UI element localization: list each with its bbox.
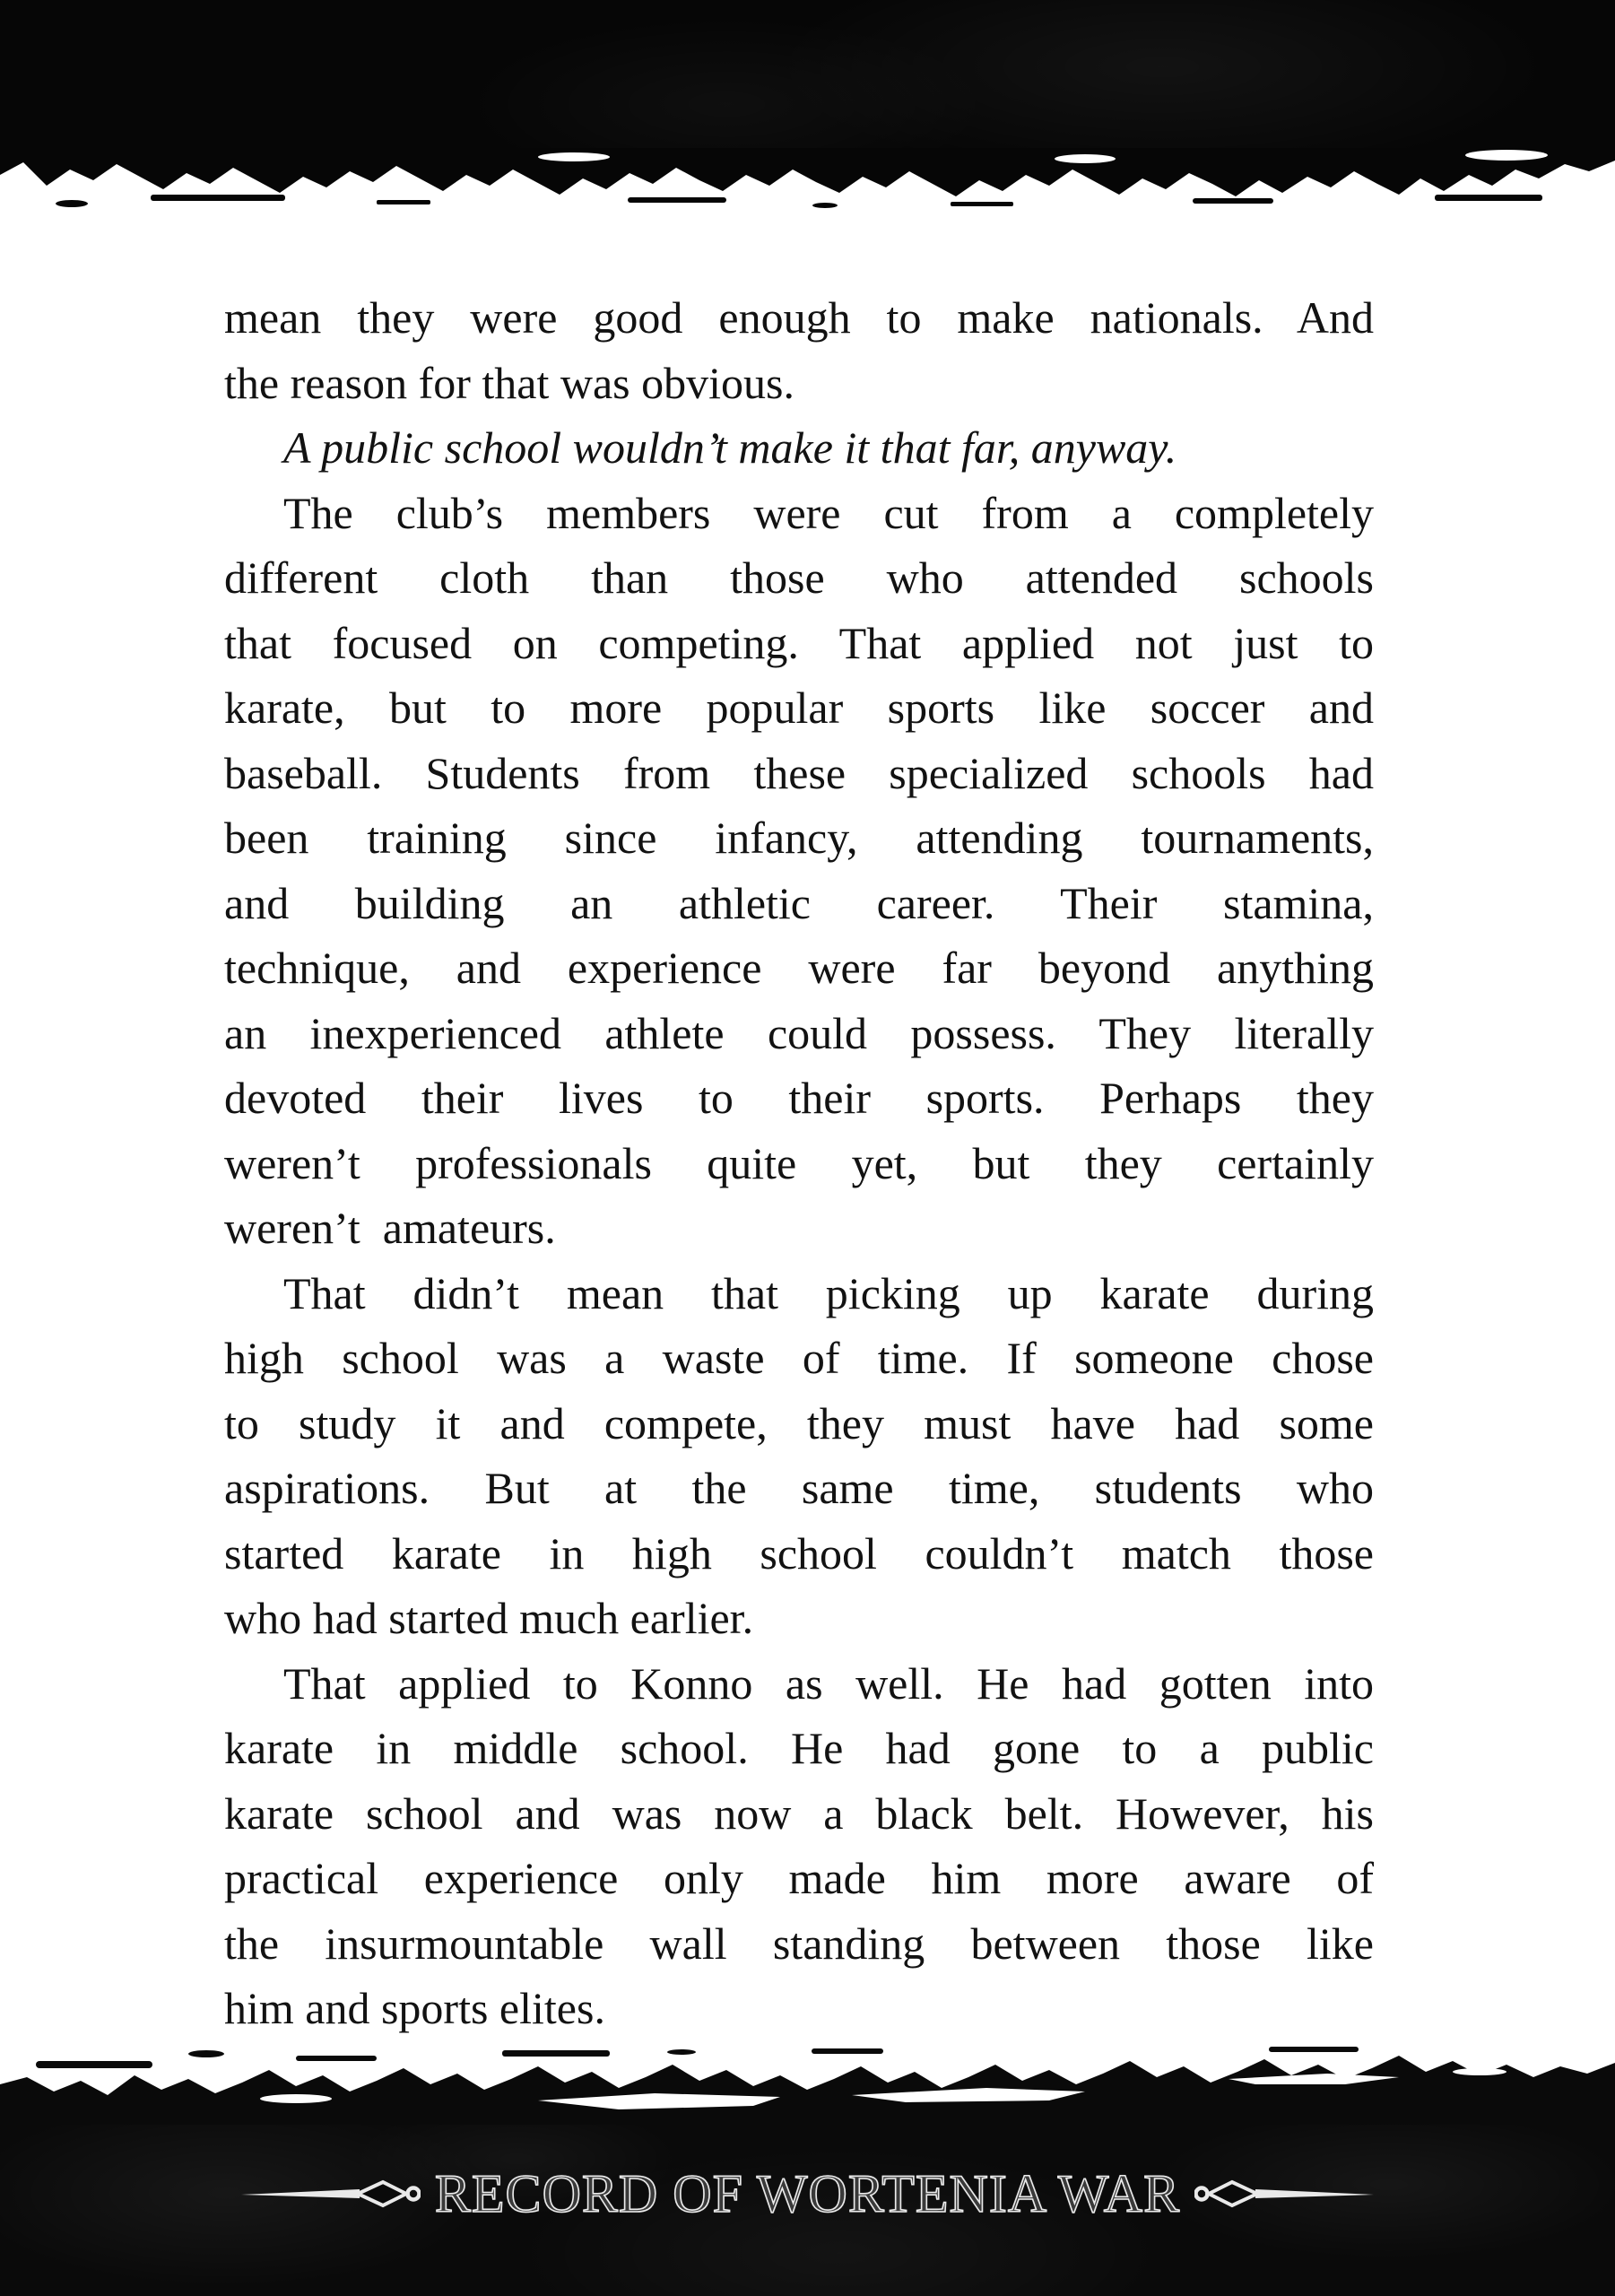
top-ink-solid [0, 0, 1615, 149]
text-line: A public school wouldn’t make it that far, anyway. [283, 422, 1177, 473]
text-line: the insurmountable wall standing between those like [224, 1918, 1374, 1969]
text-line: an inexperienced athlete could possess. They literally [224, 1007, 1374, 1058]
text-line: high school was a waste of time. If someone chose [224, 1333, 1374, 1383]
text-line: different cloth than those who attended schools [224, 552, 1374, 603]
footer [0, 2164, 1615, 2223]
bottom-ink-brush-edge-icon [0, 2045, 1615, 2126]
text-line: him and sports elites. [224, 1983, 605, 2033]
text-line: That applied to Konno as well. He had gotten into [283, 1657, 1374, 1709]
text-line: the reason for that was obvious. [224, 357, 794, 408]
text-line: The club’s members were cut from a completely [283, 487, 1374, 538]
footer-title: RECORD OF WORTENIA WAR [434, 2164, 1181, 2223]
text-block [224, 285, 1374, 2041]
text-line: karate school and was now a black belt. However, his [224, 1787, 1374, 1839]
text-line: weren’t professionals quite yet, but they certainly [224, 1137, 1374, 1188]
text-line: karate in middle school. He had gone to a public [224, 1723, 1374, 1773]
text-line: technique, and experience were far beyond anything [224, 943, 1374, 993]
paragraph [224, 1651, 1374, 2041]
text-line: started karate in high school couldn’t match those [224, 1527, 1374, 1578]
text-line: devoted their lives to their sports. Perhaps they [224, 1073, 1374, 1123]
paragraph [224, 481, 1374, 1261]
text-line: aspirations. But at the same time, students who [224, 1463, 1374, 1513]
text-line: weren’t amateurs. [224, 1203, 556, 1253]
paragraph [224, 1261, 1374, 1651]
text-line: who had started much earlier. [224, 1593, 754, 1643]
text-line: karate, but to more popular sports like soccer and [224, 683, 1374, 733]
footer-ornament-right-icon [1194, 2174, 1374, 2213]
top-ink-banner [0, 0, 1615, 206]
paragraph [224, 415, 1374, 481]
text-line: That didn’t mean that picking up karate during [283, 1267, 1374, 1318]
footer-ornament-left-icon [241, 2174, 421, 2213]
top-ink-brush-edge-icon [0, 148, 1615, 211]
text-line: been training since infancy, attending tournaments, [224, 813, 1374, 863]
paragraph [224, 285, 1374, 415]
text-line: that focused on competing. That applied not just to [224, 617, 1374, 668]
text-line: practical experience only made him more aware of [224, 1853, 1374, 1903]
text-line: mean they were good enough to make nationals. And [224, 292, 1374, 343]
text-line: and building an athletic career. Their stamina, [224, 877, 1374, 928]
bottom-ink-banner [0, 2045, 1615, 2296]
text-line: to study it and compete, they must have had some [224, 1397, 1374, 1448]
text-line: baseball. Students from these specialized schools had [224, 747, 1374, 798]
